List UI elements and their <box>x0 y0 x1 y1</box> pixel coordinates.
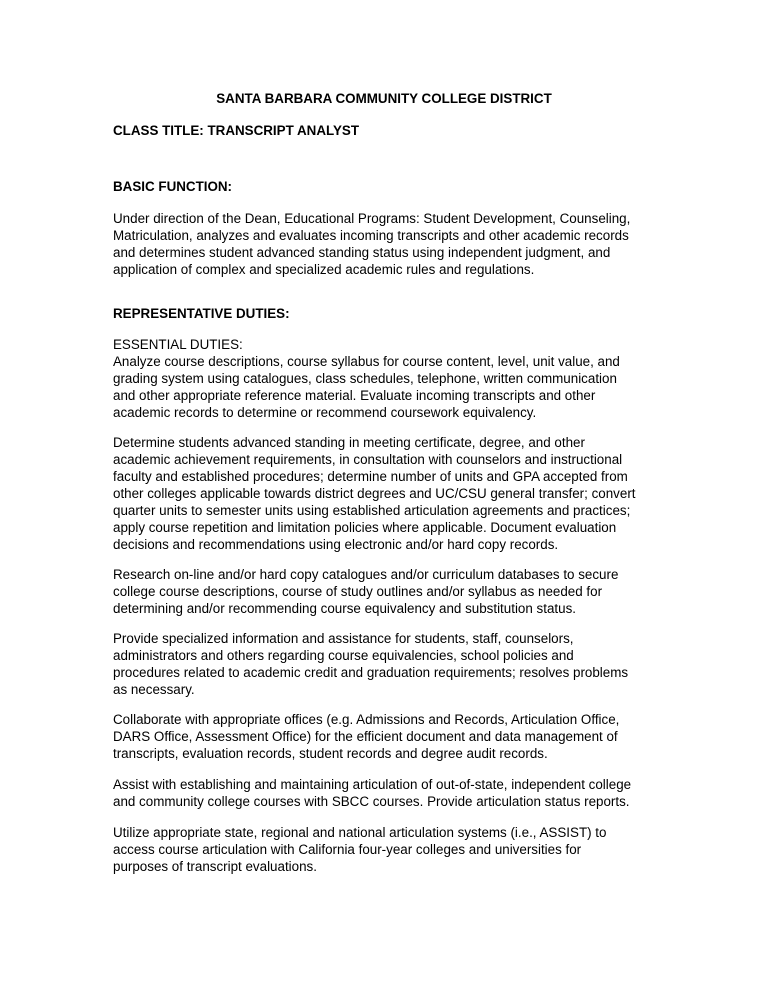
basic-function-paragraph <box>113 210 630 278</box>
organization-title: SANTA BARBARA COMMUNITY COLLEGE DISTRICT <box>216 91 552 106</box>
text-line: grading system using catalogues, class schedules, telephone, written communication <box>113 371 617 386</box>
text-line: Provide specialized information and assistance for students, staff, counselors, <box>113 631 574 646</box>
text-line: Matriculation, analyzes and evaluates incoming transcripts and other academic records <box>113 228 629 243</box>
representative-duties-heading: REPRESENTATIVE DUTIES: <box>113 306 290 321</box>
text-line: DARS Office, Assessment Office) for the efficient document and data management of <box>113 729 618 744</box>
text-line: decisions and recommendations using electronic and/or hard copy records. <box>113 537 559 552</box>
text-line: Collaborate with appropriate offices (e.g. Admissions and Records, Articulation Office, <box>113 712 620 727</box>
text-line: procedures related to academic credit and graduation requirements; resolves problems <box>113 665 629 680</box>
duty-paragraph-3 <box>113 566 618 617</box>
text-line: and determines student advanced standing status using independent judgment, and <box>113 245 611 260</box>
duty-paragraph-6 <box>113 776 631 810</box>
text-line: academic achievement requirements, in consultation with counselors and instructional <box>113 452 623 467</box>
basic-function-heading: BASIC FUNCTION: <box>113 179 233 194</box>
class-title: CLASS TITLE: TRANSCRIPT ANALYST <box>113 123 359 138</box>
text-line: application of complex and specialized academic rules and regulations. <box>113 262 535 277</box>
text-line: quarter units to semester units using established articulation agreements and practices; <box>113 503 631 518</box>
essential-duties-heading: ESSENTIAL DUTIES: <box>113 337 243 352</box>
text-line: Research on-line and/or hard copy catalogues and/or curriculum databases to secure <box>113 567 619 582</box>
text-line: and other appropriate reference material. Evaluate incoming transcripts and other <box>113 388 596 403</box>
text-line: Analyze course descriptions, course syllabus for course content, level, unit value, and <box>113 354 620 369</box>
duty-paragraph-1 <box>113 353 620 421</box>
text-line: determining and/or recommending course equivalency and substitution status. <box>113 601 576 616</box>
text-line: other colleges applicable towards district degrees and UC/CSU general transfer; convert <box>113 486 636 501</box>
duty-paragraph-7 <box>113 824 606 875</box>
text-line: transcripts, evaluation records, student records and degree audit records. <box>113 746 548 761</box>
text-line: Determine students advanced standing in meeting certificate, degree, and other <box>113 435 585 450</box>
text-line: Under direction of the Dean, Educational Programs: Student Development, Counseling, <box>113 211 631 226</box>
text-line: apply course repetition and limitation policies where applicable. Document evaluation <box>113 520 617 535</box>
text-line: Assist with establishing and maintaining articulation of out-of-state, independent college <box>113 777 632 792</box>
duty-paragraph-4 <box>113 630 628 698</box>
text-line: college course descriptions, course of study outlines and/or syllabus as needed for <box>113 584 603 599</box>
text-line: access course articulation with California four-year colleges and universities for <box>113 842 582 857</box>
text-line: faculty and established procedures; determine number of units and GPA accepted from <box>113 469 628 484</box>
duty-paragraph-2 <box>113 434 636 553</box>
text-line: purposes of transcript evaluations. <box>113 859 317 874</box>
text-line: as necessary. <box>113 682 195 697</box>
text-line: Utilize appropriate state, regional and national articulation systems (i.e., ASSIST) to <box>113 825 607 840</box>
duty-paragraph-5 <box>113 711 619 762</box>
text-line: and community college courses with SBCC courses. Provide articulation status reports. <box>113 794 630 809</box>
text-line: administrators and others regarding course equivalencies, school policies and <box>113 648 574 663</box>
text-line: academic records to determine or recommend coursework equivalency. <box>113 405 537 420</box>
